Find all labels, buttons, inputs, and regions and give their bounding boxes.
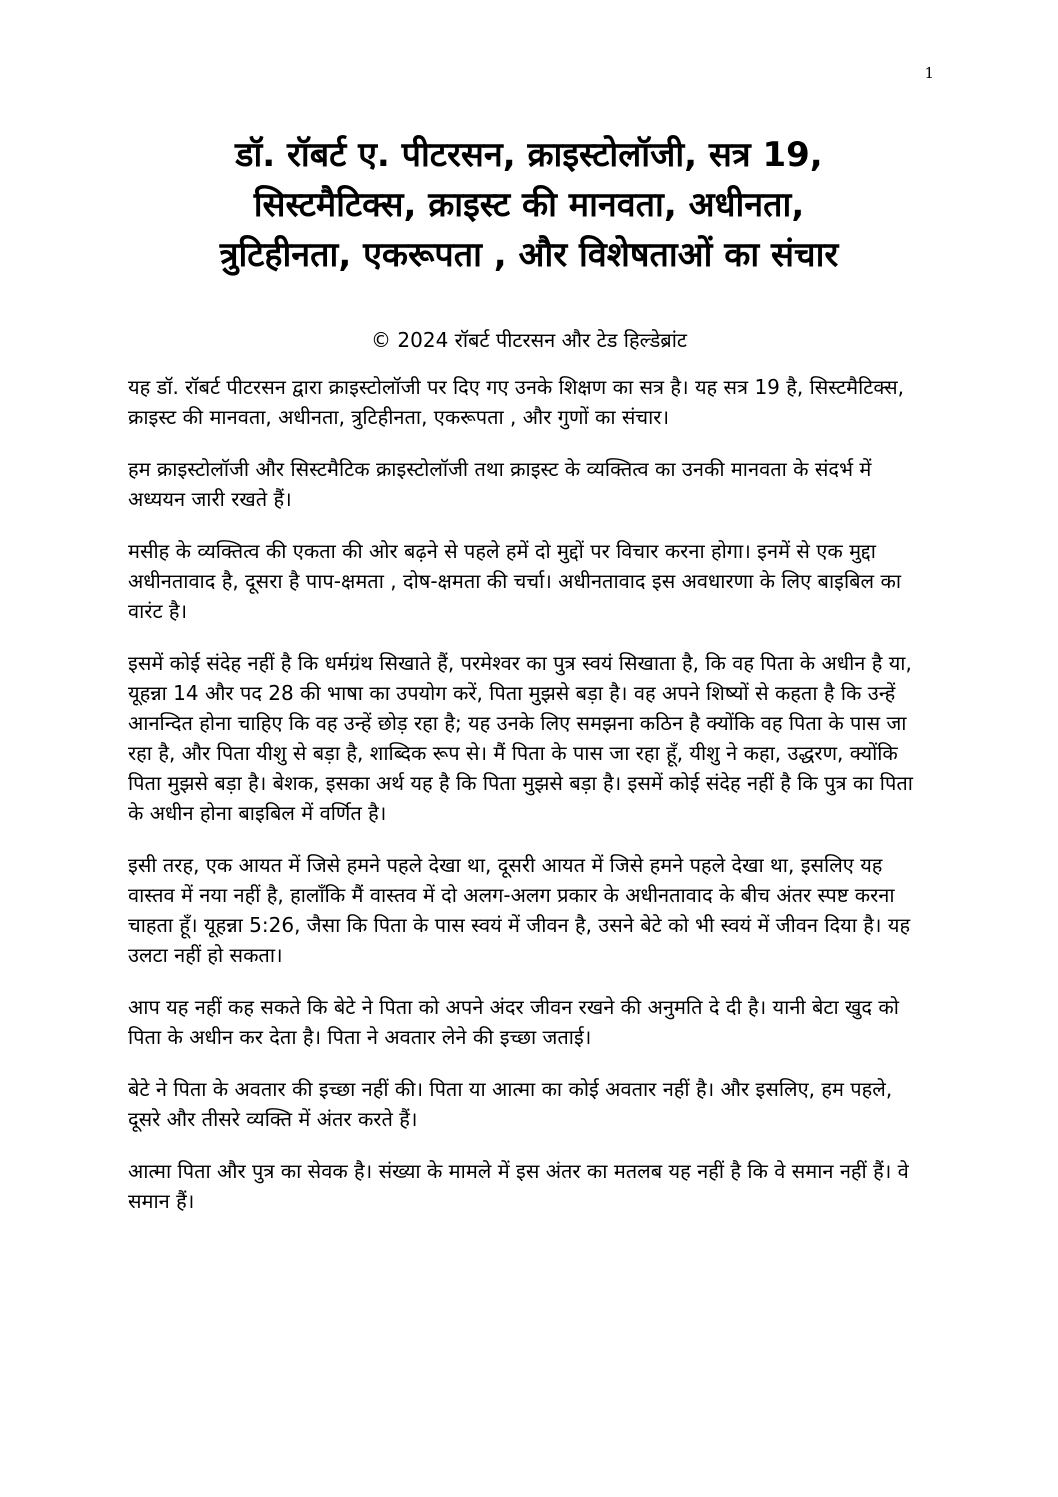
- page-number: 1: [924, 64, 934, 82]
- paragraph-7: बेटे ने पिता के अवतार की इच्छा नहीं की। पिता या आत्मा का कोई अवतार नहीं है। और इसलिए, हम पहले, दूसरे और तीसरे व्यक्ति में अंतर करते हैं।: [128, 1077, 893, 1131]
- document-title: [128, 130, 930, 280]
- paragraph-2: हम क्राइस्टोलॉजी और सिस्टमैटिक क्राइस्टोलॉजी तथा क्राइस्ट के व्यक्तित्व का उनकी मानवता के संदर्भ में अध्ययन जारी रखते हैं।: [128, 457, 872, 511]
- paragraph-8: आत्मा पिता और पुत्र का सेवक है। संख्या के मामले में इस अंतर का मतलब यह नहीं है कि वे समान नहीं हैं। वे समान हैं।: [128, 1159, 909, 1213]
- title-line-1: डॉ. रॉबर्ट ए. पीटरसन, क्राइस्टोलॉजी, सत्र 19,: [235, 135, 823, 175]
- paragraph-6: आप यह नहीं कह सकते कि बेटे ने पिता को अपने अंदर जीवन रखने की अनुमति दे दी है। यानी बेटा खुद को पिता के अधीन कर देता है। पिता ने अवतार लेने की इच्छा जताई।: [128, 995, 899, 1049]
- paragraph-3: मसीह के व्यक्तित्व की एकता की ओर बढ़ने से पहले हमें दो मुद्दों पर विचार करना होगा। इनमें से एक मुद्दा अधीनतावाद है, दूसरा है पाप-क्षमता , दोष-क्षमता की चर्चा। अधीनतावाद इस अवधारणा के लिए बाइबिल का वारंट है।: [128, 539, 902, 623]
- title-line-2: सिस्टमैटिक्स, क्राइस्ट की मानवता, अधीनता,: [253, 185, 805, 225]
- copyright-line: © 2024 रॉबर्ट पीटरसन और टेड हिल्डेब्रांट: [371, 328, 687, 352]
- title-line-3: त्रुटिहीनता, एकरूपता , और विशेषताओं का संचार: [219, 235, 839, 275]
- paragraph-5: इसी तरह, एक आयत में जिसे हमने पहले देखा था, दूसरी आयत में जिसे हमने पहले देखा था, इसलिए यह वास्तव में नया नहीं है, हालाँकि मैं वास्तव में दो अलग-अलग प्रकार के अधीनतावाद के बीच अंतर स्पष्ट करना चाहता हूँ। यूहन्ना 5:26, जैसा कि पिता के पास स्वयं में जीवन है, उसने बेटे को भी स्वयं में जीवन दिया है। यह उलटा नहीं हो सकता।: [128, 853, 911, 967]
- paragraph-1: यह डॉ. रॉबर्ट पीटरसन द्वारा क्राइस्टोलॉजी पर दिए गए उनके शिक्षण का सत्र है। यह सत्र 19 है, सिस्टमैटिक्स, क्राइस्ट की मानवता, अधीनता, त्रुटिहीनता, एकरूपता , और गुणों का संचार।: [128, 375, 905, 429]
- paragraph-4: इसमें कोई संदेह नहीं है कि धर्मग्रंथ सिखाते हैं, परमेश्वर का पुत्र स्वयं सिखाता है, कि वह पिता के अधीन है या, यूहन्ना 14 और पद 28 की भाषा का उपयोग करें, पिता मुझसे बड़ा है। वह अपने शिष्यों से कहता है कि उन्हें आनन्दित होना चाहिए कि वह उन्हें छोड़ रहा है; यह उनके लिए समझना कठिन है क्योंकि वह पिता के पास जा रहा है, और पिता यीशु से बड़ा है, शाब्दिक रूप से। मैं पिता के पास जा रहा हूँ, यीशु ने कहा, उद्धरण, क्योंकि पिता मुझसे बड़ा है। बेशक, इसका अर्थ यह है कि पिता मुझसे बड़ा है। इसमें कोई संदेह नहीं है कि पुत्र का पिता के अधीन होना बाइबिल में वर्णित है।: [128, 651, 913, 825]
- body-text: [128, 372, 930, 1216]
